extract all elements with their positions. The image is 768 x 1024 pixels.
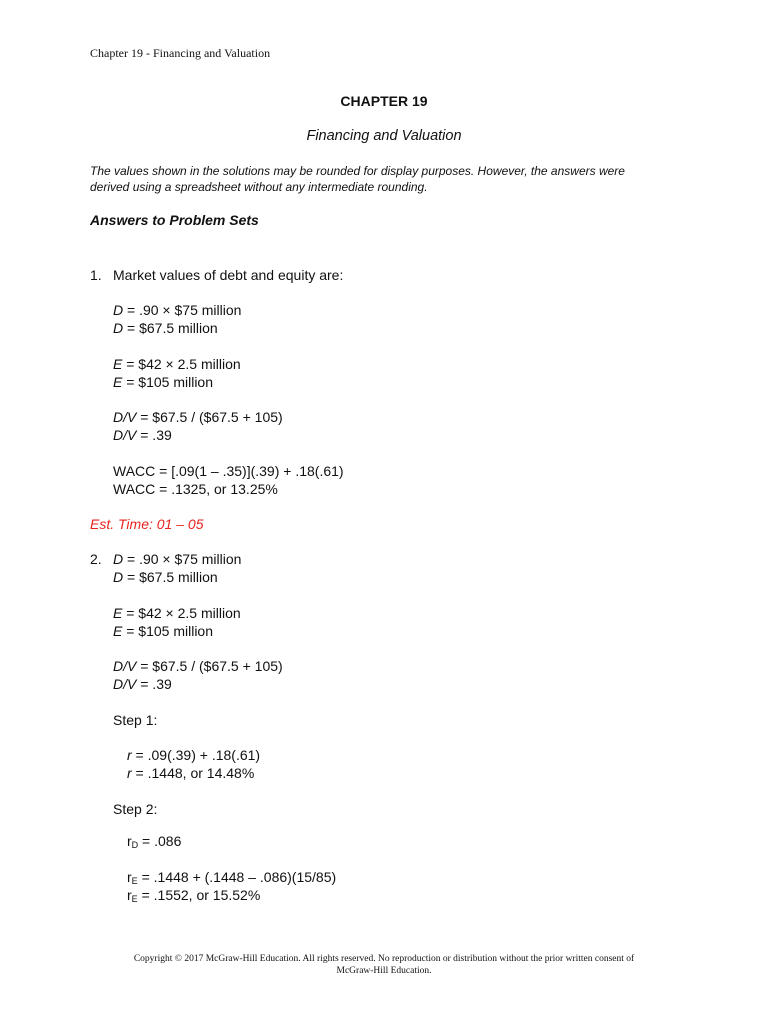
expression: = .09(.39) + .18(.61) [131, 747, 261, 763]
problem-2-number: 2. [90, 551, 102, 567]
copyright-line-2: McGraw-Hill Education. [336, 966, 432, 976]
symbol-d: D [113, 569, 124, 585]
symbol-dv: D/V [113, 409, 137, 425]
problem-2-equity-calc [113, 604, 241, 622]
copyright-footer [0, 953, 768, 977]
rounding-note [90, 163, 625, 195]
section-title: Answers to Problem Sets [90, 212, 259, 228]
expression: = .1448, or 14.48% [131, 765, 255, 781]
expression: = .39 [136, 427, 172, 443]
symbol-r: r [127, 869, 132, 885]
step-1-r-calc [127, 746, 260, 764]
step-2-label: Step 2: [113, 801, 158, 817]
expression: = .90 × $75 million [123, 551, 242, 567]
problem-2-debt-calc [113, 550, 241, 568]
symbol-d: D [113, 551, 124, 567]
running-header: Chapter 19 - Financing and Valuation [90, 46, 271, 60]
problem-1-est-time: Est. Time: 01 – 05 [90, 516, 204, 532]
expression: = $67.5 million [123, 320, 218, 336]
expression: = $42 × 2.5 million [122, 605, 241, 621]
expression: = $105 million [122, 623, 214, 639]
expression: = .1552, or 15.52% [137, 887, 261, 903]
symbol-dv: D/V [113, 427, 137, 443]
expression: = $42 × 2.5 million [122, 356, 241, 372]
problem-1-wacc-value: WACC = .1325, or 13.25% [113, 481, 278, 497]
problem-1-dv-value [113, 426, 172, 444]
symbol-e: E [113, 623, 123, 639]
symbol-r: r [127, 887, 132, 903]
symbol-e: E [113, 374, 123, 390]
step-1-label: Step 1: [113, 712, 158, 728]
problem-1-equity-calc [113, 355, 241, 373]
symbol-e: E [113, 356, 123, 372]
expression: = .39 [136, 676, 172, 692]
problem-1-debt-calc [113, 301, 241, 319]
symbol-dv: D/V [113, 676, 137, 692]
rounding-note-line-1: The values shown in the solutions may be rounded for display purposes. However, the answers were [90, 164, 625, 178]
problem-1-equity-value [113, 373, 213, 391]
expression: = $67.5 million [123, 569, 218, 585]
problem-1-number: 1. [90, 267, 102, 283]
rounding-note-line-2: derived using a spreadsheet without any intermediate rounding. [90, 180, 428, 194]
problem-2-dv-value [113, 675, 172, 693]
symbol-d: D [113, 320, 124, 336]
expression: = .086 [138, 833, 182, 849]
expression: = .90 × $75 million [123, 302, 242, 318]
symbol-dv: D/V [113, 658, 137, 674]
symbol-r: r [127, 765, 132, 781]
symbol-e: E [113, 605, 123, 621]
symbol-r: r [127, 833, 132, 849]
chapter-title: CHAPTER 19 [340, 93, 428, 109]
copyright-line-1: Copyright © 2017 McGraw-Hill Education. All rights reserved. No reproduction or distribution without the prior written consent of [133, 954, 635, 964]
symbol-d: D [113, 302, 124, 318]
expression: = $105 million [122, 374, 214, 390]
problem-1-intro: Market values of debt and equity are: [113, 267, 344, 283]
symbol-r: r [127, 747, 132, 763]
step-1-r-value [127, 764, 254, 782]
problem-2-equity-value [113, 622, 213, 640]
problem-1-wacc-calc: WACC = [.09(1 – .35)](.39) + .18(.61) [113, 463, 344, 479]
expression: = .1448 + (.1448 – .086)(15/85) [137, 869, 337, 885]
problem-2-dv-calc [113, 657, 283, 675]
subscript-e: E [131, 894, 138, 904]
problem-2-debt-value [113, 568, 218, 586]
chapter-subtitle: Financing and Valuation [306, 128, 462, 144]
subscript-e: E [131, 876, 138, 886]
expression: = $67.5 / ($67.5 + 105) [136, 658, 283, 674]
subscript-d: D [131, 840, 139, 850]
step-2-re-value [127, 886, 260, 904]
step-2-rd-value [127, 832, 181, 850]
problem-1-dv-calc [113, 408, 283, 426]
problem-1-debt-value [113, 319, 218, 337]
expression: = $67.5 / ($67.5 + 105) [136, 409, 283, 425]
step-2-re-calc [127, 868, 336, 886]
